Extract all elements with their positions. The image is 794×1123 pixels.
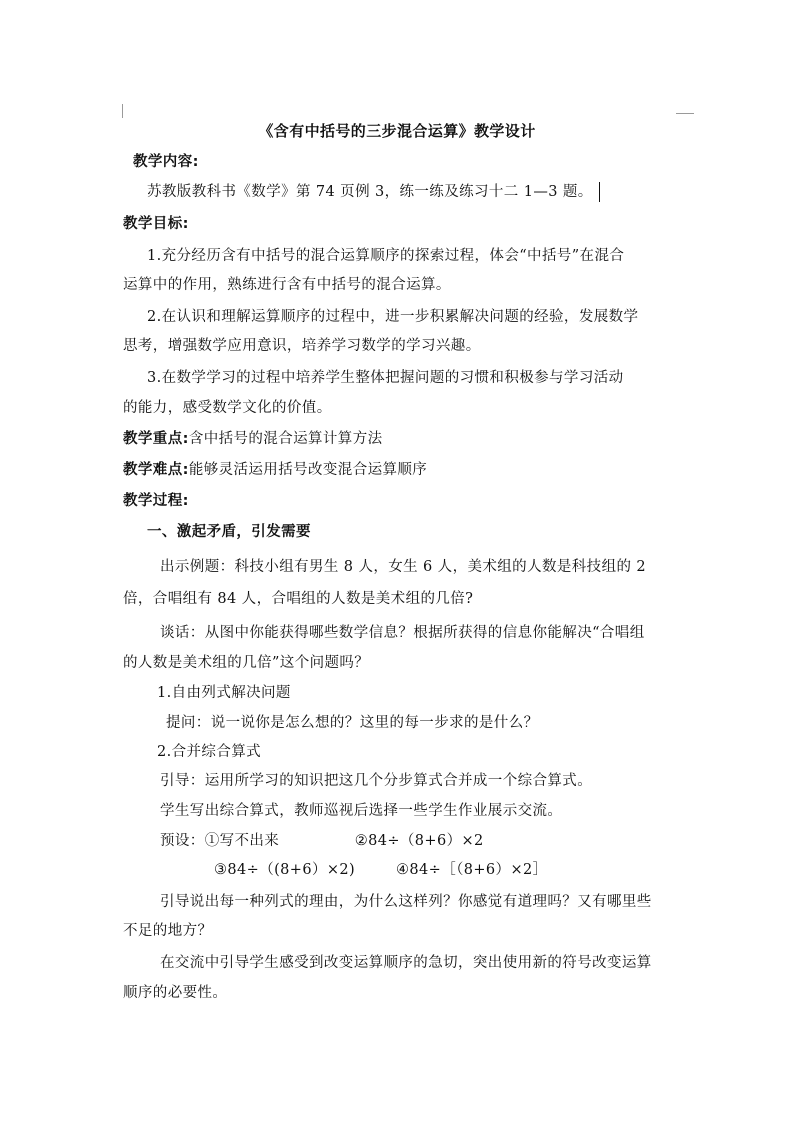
crop-mark-right: [676, 113, 694, 114]
preset-item: ④84÷［（8+6）×2］: [396, 862, 548, 878]
objective-line: 1.充分经历含有中括号的混合运算顺序的探索过程，体会“中括号”在混合: [147, 248, 625, 264]
preset-item: ②84÷（8+6）×2: [354, 833, 484, 849]
process-line: 引导：运用所学习的知识把这几个分步算式合并成一个综合算式。: [160, 773, 593, 789]
preset-label: 预设：: [160, 833, 205, 849]
process-line: 倍，合唱组有 84 人，合唱组的人数是美术组的几倍?: [123, 591, 474, 607]
key-point: [123, 427, 679, 451]
preset-item: ③84÷（(8+6）×2): [214, 862, 356, 878]
objective-line: 2.在认识和理解运算顺序的过程中，进一步积累解决问题的经验，发展数学: [147, 309, 639, 325]
content-text: 苏教版教科书《数学》第 74 页例 3，练一练及练习十二 1—3 题。: [147, 180, 703, 204]
objectives-heading: 教学目标:: [123, 216, 189, 232]
process-line: 2.合并综合算式: [157, 744, 262, 760]
process-heading: 教学过程:: [123, 493, 189, 509]
difficulty: [123, 458, 679, 482]
crop-mark-left: [122, 104, 123, 118]
closing-line: 不足的地方？: [123, 923, 213, 939]
process-line: 学生写出综合算式，教师巡视后选择一些学生作业展示交流。: [160, 803, 563, 819]
key-point-text: 含中括号的混合运算计算方法: [188, 431, 383, 447]
section-heading: 一、激起矛盾，引发需要: [147, 524, 311, 540]
difficulty-text: 能够灵活运用括号改变混合运算顺序: [188, 462, 428, 478]
process-line: 出示例题：科技小组有男生 8 人，女生 6 人，美术组的人数是科技组的 2: [160, 559, 647, 575]
closing-line: 在交流中引导学生感受到改变运算顺序的急切，突出使用新的符号改变运算: [160, 955, 652, 971]
content-heading: 教学内容:: [133, 154, 199, 170]
objective-line: 3.在数学学习的过程中培养学生整体把握问题的习惯和积极参与学习活动: [147, 370, 624, 386]
process-line: 的人数是美术组的几倍”这个问题吗？: [123, 655, 370, 671]
text-cursor: [599, 182, 600, 202]
objective-line: 运算中的作用，熟练进行含有中括号的混合运算。: [123, 277, 451, 293]
preset-row: [160, 829, 716, 853]
difficulty-label: 教学难点:: [123, 462, 189, 478]
preset-item: ①写不出来: [204, 833, 280, 849]
objective-line: 的能力，感受数学文化的价值。: [123, 400, 332, 416]
preset-row: [214, 858, 770, 882]
process-line: 1.自由列式解决问题: [157, 685, 291, 701]
objective-line: 思考，增强数学应用意识，培养学习数学的学习兴趣。: [123, 338, 481, 354]
process-line: 谈话：从图中你能获得哪些数学信息？根据所获得的信息你能解决“合唱组: [160, 625, 645, 641]
closing-line: 引导说出每一种列式的理由，为什么这样列？你感觉有道理吗？又有哪里些: [160, 894, 652, 910]
key-point-label: 教学重点:: [123, 431, 189, 447]
document-title: 《含有中括号的三步混合运算》教学设计: [258, 122, 536, 140]
closing-line: 顺序的必要性。: [123, 985, 228, 1001]
process-line: 提问：说一说你是怎么想的？这里的每一步求的是什么？: [166, 715, 539, 731]
